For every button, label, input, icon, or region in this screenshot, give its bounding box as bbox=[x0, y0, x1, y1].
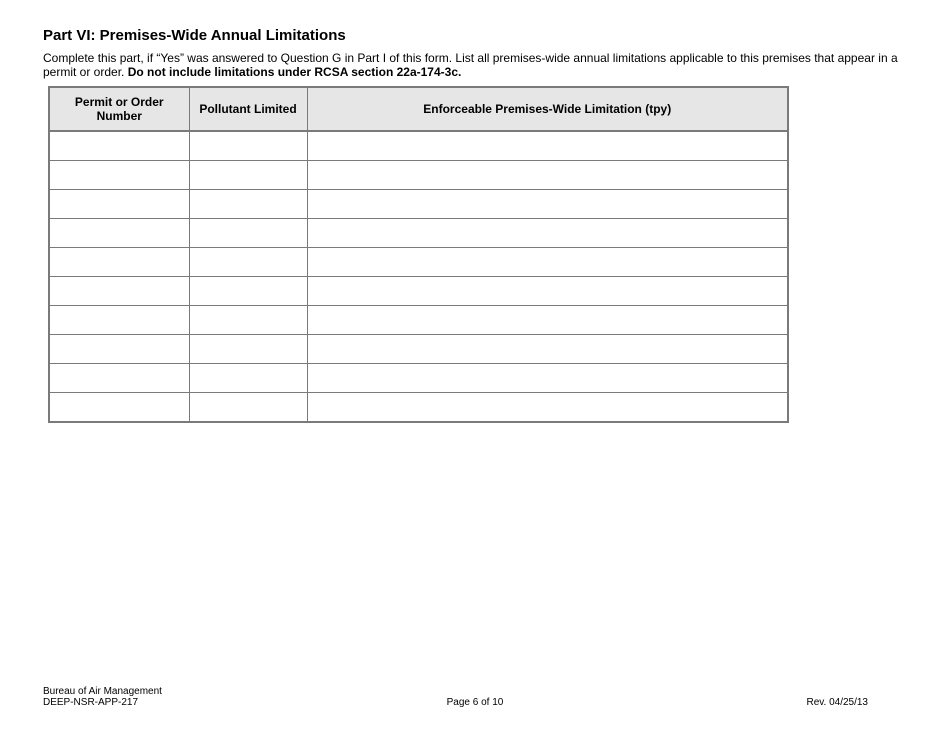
limitations-table bbox=[48, 86, 789, 423]
limitation-cell[interactable] bbox=[307, 306, 788, 335]
table-row bbox=[49, 190, 788, 219]
permit-number-cell[interactable] bbox=[49, 277, 189, 306]
header-pollutant-limited: Pollutant Limited bbox=[189, 87, 307, 131]
instructions-bold-note: Do not include limitations under RCSA section 22a-174-3c. bbox=[127, 65, 462, 79]
pollutant-cell[interactable] bbox=[189, 277, 307, 306]
table-row bbox=[49, 364, 788, 393]
table-row bbox=[49, 335, 788, 364]
limitation-cell[interactable] bbox=[307, 219, 788, 248]
footer-page-number: Page 6 of 10 bbox=[446, 697, 504, 708]
permit-number-cell[interactable] bbox=[49, 364, 189, 393]
instructions-text: Complete this part, if “Yes” was answered to Question G in Part I of this form. List all premises-wide annual limitations applicable to this premises that appear in a permit or order. bbox=[43, 51, 898, 79]
table-row bbox=[49, 277, 788, 306]
permit-number-cell[interactable] bbox=[49, 248, 189, 277]
footer-bureau: Bureau of Air Management bbox=[43, 686, 162, 697]
permit-number-cell[interactable] bbox=[49, 190, 189, 219]
table-row bbox=[49, 306, 788, 335]
table-row bbox=[49, 219, 788, 248]
pollutant-cell[interactable] bbox=[189, 306, 307, 335]
permit-number-cell[interactable] bbox=[49, 131, 189, 161]
permit-number-cell[interactable] bbox=[49, 393, 189, 423]
pollutant-cell[interactable] bbox=[189, 393, 307, 423]
table-row bbox=[49, 131, 788, 161]
permit-number-cell[interactable] bbox=[49, 306, 189, 335]
permit-number-cell[interactable] bbox=[49, 335, 189, 364]
pollutant-cell[interactable] bbox=[189, 161, 307, 190]
limitation-cell[interactable] bbox=[307, 364, 788, 393]
limitation-cell[interactable] bbox=[307, 335, 788, 364]
pollutant-cell[interactable] bbox=[189, 248, 307, 277]
pollutant-cell[interactable] bbox=[189, 364, 307, 393]
section-title: Part VI: Premises-Wide Annual Limitations bbox=[43, 27, 346, 44]
pollutant-cell[interactable] bbox=[189, 190, 307, 219]
table-header-row bbox=[49, 87, 788, 131]
footer-revision: Rev. 04/25/13 bbox=[806, 697, 868, 708]
limitation-cell[interactable] bbox=[307, 161, 788, 190]
footer-form-id: DEEP-NSR-APP-217 bbox=[43, 697, 139, 708]
limitation-cell[interactable] bbox=[307, 190, 788, 219]
pollutant-cell[interactable] bbox=[189, 335, 307, 364]
table-row bbox=[49, 393, 788, 423]
header-limitation: Enforceable Premises-Wide Limitation (tpy) bbox=[307, 87, 788, 131]
table-row bbox=[49, 248, 788, 277]
limitation-cell[interactable] bbox=[307, 248, 788, 277]
pollutant-cell[interactable] bbox=[189, 131, 307, 161]
permit-number-cell[interactable] bbox=[49, 161, 189, 190]
pollutant-cell[interactable] bbox=[189, 219, 307, 248]
instructions bbox=[43, 51, 923, 79]
header-permit-number: Permit or Order Number bbox=[49, 87, 189, 131]
limitation-cell[interactable] bbox=[307, 131, 788, 161]
limitation-cell[interactable] bbox=[307, 393, 788, 423]
table-row bbox=[49, 161, 788, 190]
limitation-cell[interactable] bbox=[307, 277, 788, 306]
permit-number-cell[interactable] bbox=[49, 219, 189, 248]
